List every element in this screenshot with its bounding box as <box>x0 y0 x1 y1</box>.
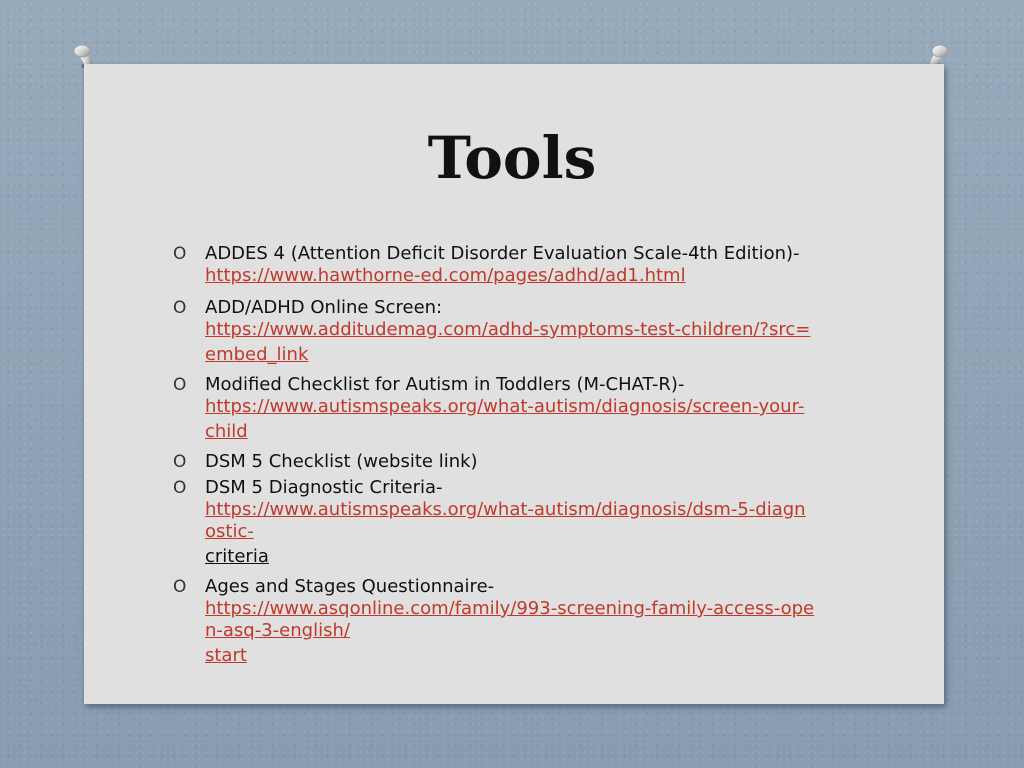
list-item <box>170 374 850 443</box>
list-item <box>170 576 850 667</box>
item-link[interactable]: criteria <box>205 546 269 567</box>
bullet-icon: O <box>173 478 187 498</box>
item-text: ADDES 4 (Attention Deficit Disorder Evaluation Scale-4th Edition)- <box>205 243 800 264</box>
list-item <box>170 451 850 473</box>
slide-title: Tools <box>427 124 597 192</box>
bullet-icon: O <box>173 452 187 472</box>
item-link[interactable]: https://www.autismspeaks.org/what-autism/diagnosis/dsm-5-diagn <box>205 499 806 520</box>
item-text: Ages and Stages Questionnaire- <box>205 576 495 597</box>
item-text: DSM 5 Diagnostic Criteria- <box>205 477 443 498</box>
item-link[interactable]: embed_link <box>205 344 309 365</box>
item-link[interactable]: n-asq-3-english/ <box>205 620 350 641</box>
bullet-icon: O <box>173 375 187 395</box>
item-link[interactable]: https://www.autismspeaks.org/what-autism/diagnosis/screen-your- <box>205 396 805 417</box>
bullet-list <box>170 243 850 667</box>
item-text: DSM 5 Checklist (website link) <box>205 451 478 472</box>
item-link[interactable]: https://www.asqonline.com/family/993-screening-family-access-ope <box>205 598 815 619</box>
item-link[interactable]: https://www.hawthorne-ed.com/pages/adhd/ad1.html <box>205 265 686 286</box>
list-item <box>170 477 850 568</box>
item-text: ADD/ADHD Online Screen: <box>205 297 443 318</box>
bullet-icon: O <box>173 244 187 264</box>
list-item <box>170 297 850 366</box>
bullet-icon: O <box>173 298 187 318</box>
list-item <box>170 243 850 287</box>
item-text: Modified Checklist for Autism in Toddlers (M-CHAT-R)- <box>205 374 685 395</box>
item-link[interactable]: ostic- <box>205 521 254 542</box>
item-link[interactable]: child <box>205 421 248 442</box>
bullet-icon: O <box>173 577 187 597</box>
item-link[interactable]: https://www.additudemag.com/adhd-symptoms-test-children/?src= <box>205 319 811 340</box>
item-link[interactable]: start <box>205 645 247 666</box>
